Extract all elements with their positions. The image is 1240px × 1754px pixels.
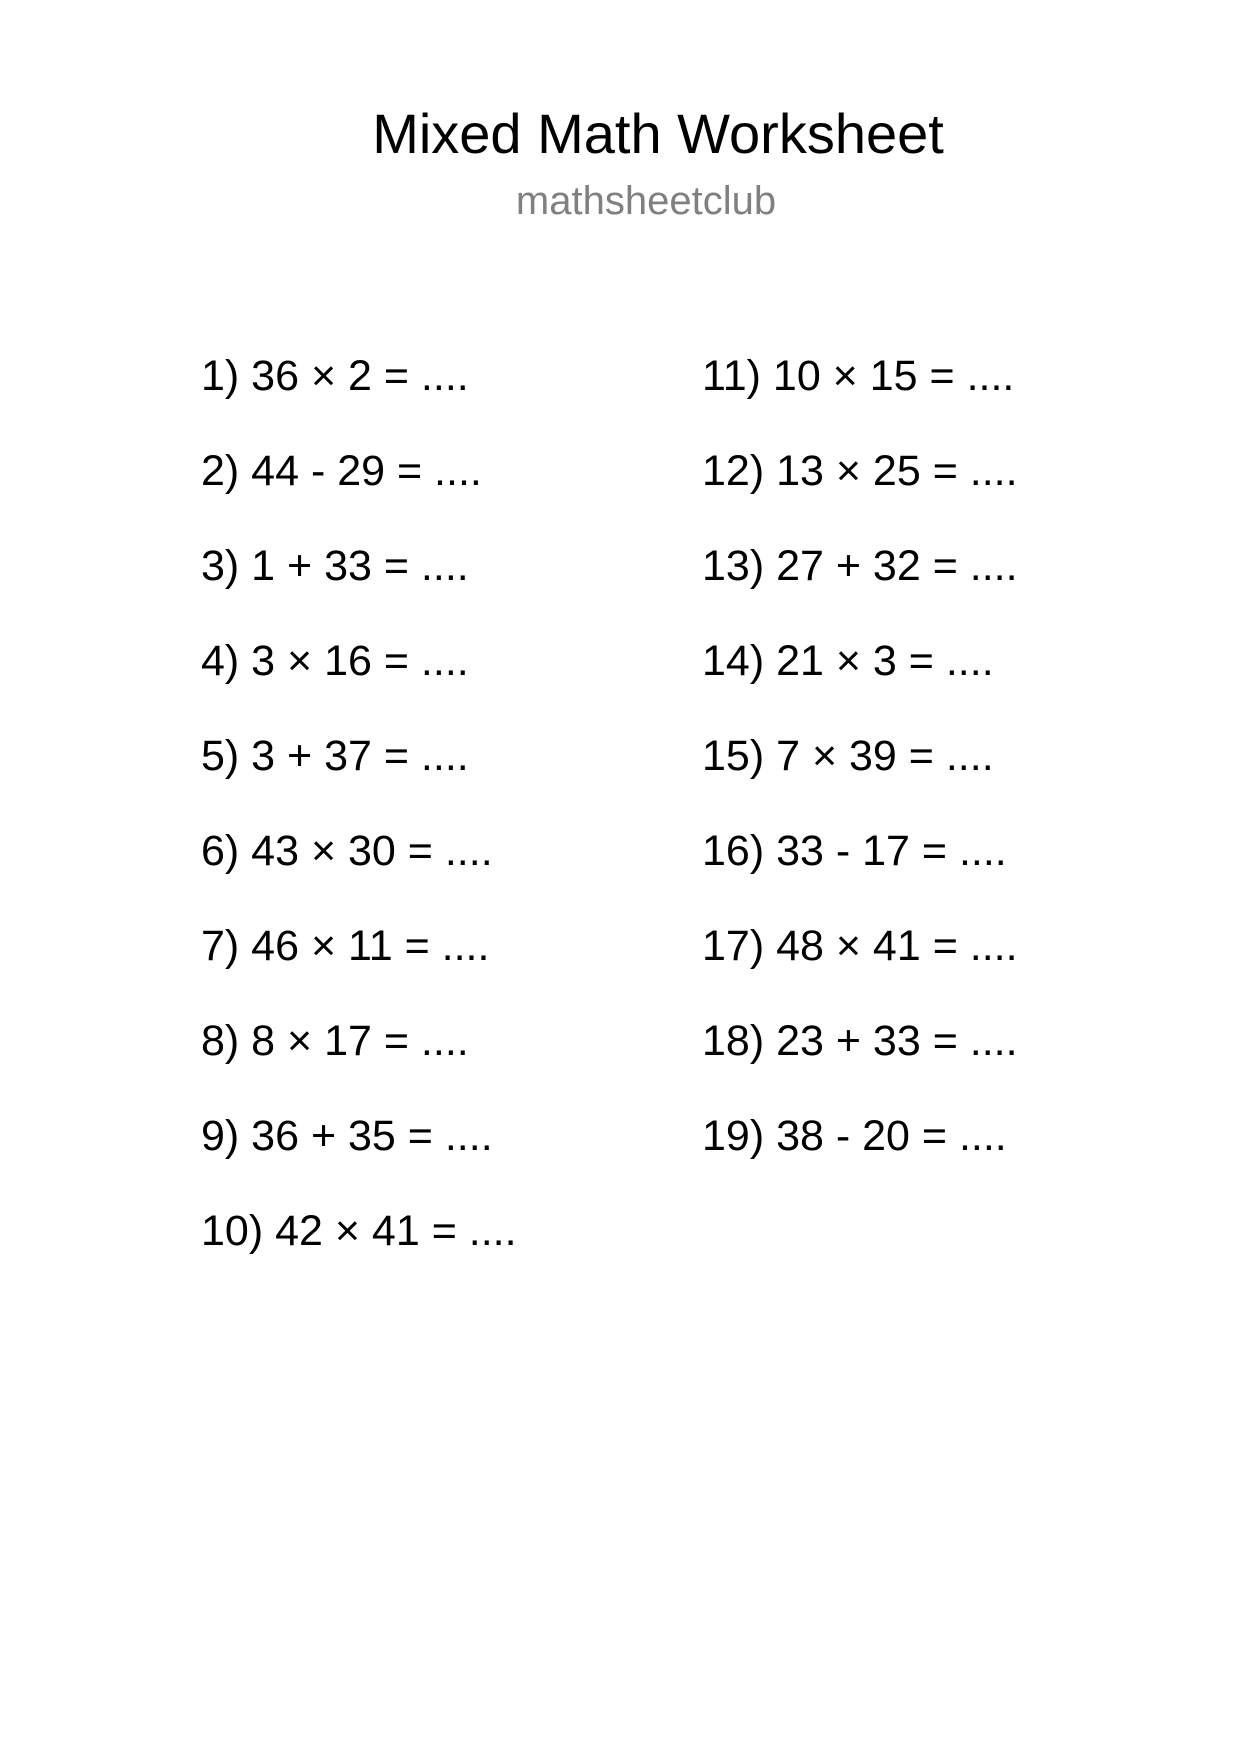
problem-6: 6) 43 × 30 = .... (201, 827, 493, 875)
problem-19: 19) 38 - 20 = .... (702, 1112, 1007, 1160)
page-title: Mixed Math Worksheet (372, 102, 944, 165)
problem-7: 7) 46 × 11 = .... (201, 922, 490, 970)
page-subtitle: mathsheetclub (515, 179, 777, 223)
problem-column-left (201, 345, 517, 1295)
problem-8: 8) 8 × 17 = .... (201, 1017, 469, 1065)
problem-1: 1) 36 × 2 = .... (201, 352, 469, 400)
problem-12: 12) 13 × 25 = .... (702, 447, 1018, 495)
problem-16: 16) 33 - 17 = .... (702, 827, 1007, 875)
problem-4: 4) 3 × 16 = .... (201, 637, 469, 685)
problem-11: 11) 10 × 15 = .... (702, 352, 1015, 400)
problem-3: 3) 1 + 33 = .... (201, 542, 469, 590)
problem-14: 14) 21 × 3 = .... (702, 637, 994, 685)
problem-10: 10) 42 × 41 = .... (201, 1207, 517, 1255)
worksheet-header (0, 92, 1240, 226)
problem-15: 15) 7 × 39 = .... (702, 732, 994, 780)
problem-5: 5) 3 + 37 = .... (201, 732, 469, 780)
problem-2: 2) 44 - 29 = .... (201, 447, 482, 495)
problem-9: 9) 36 + 35 = .... (201, 1112, 493, 1160)
problem-13: 13) 27 + 32 = .... (702, 542, 1018, 590)
problem-18: 18) 23 + 33 = .... (702, 1017, 1018, 1065)
problem-17: 17) 48 × 41 = .... (702, 922, 1018, 970)
problem-column-right (702, 345, 1018, 1200)
